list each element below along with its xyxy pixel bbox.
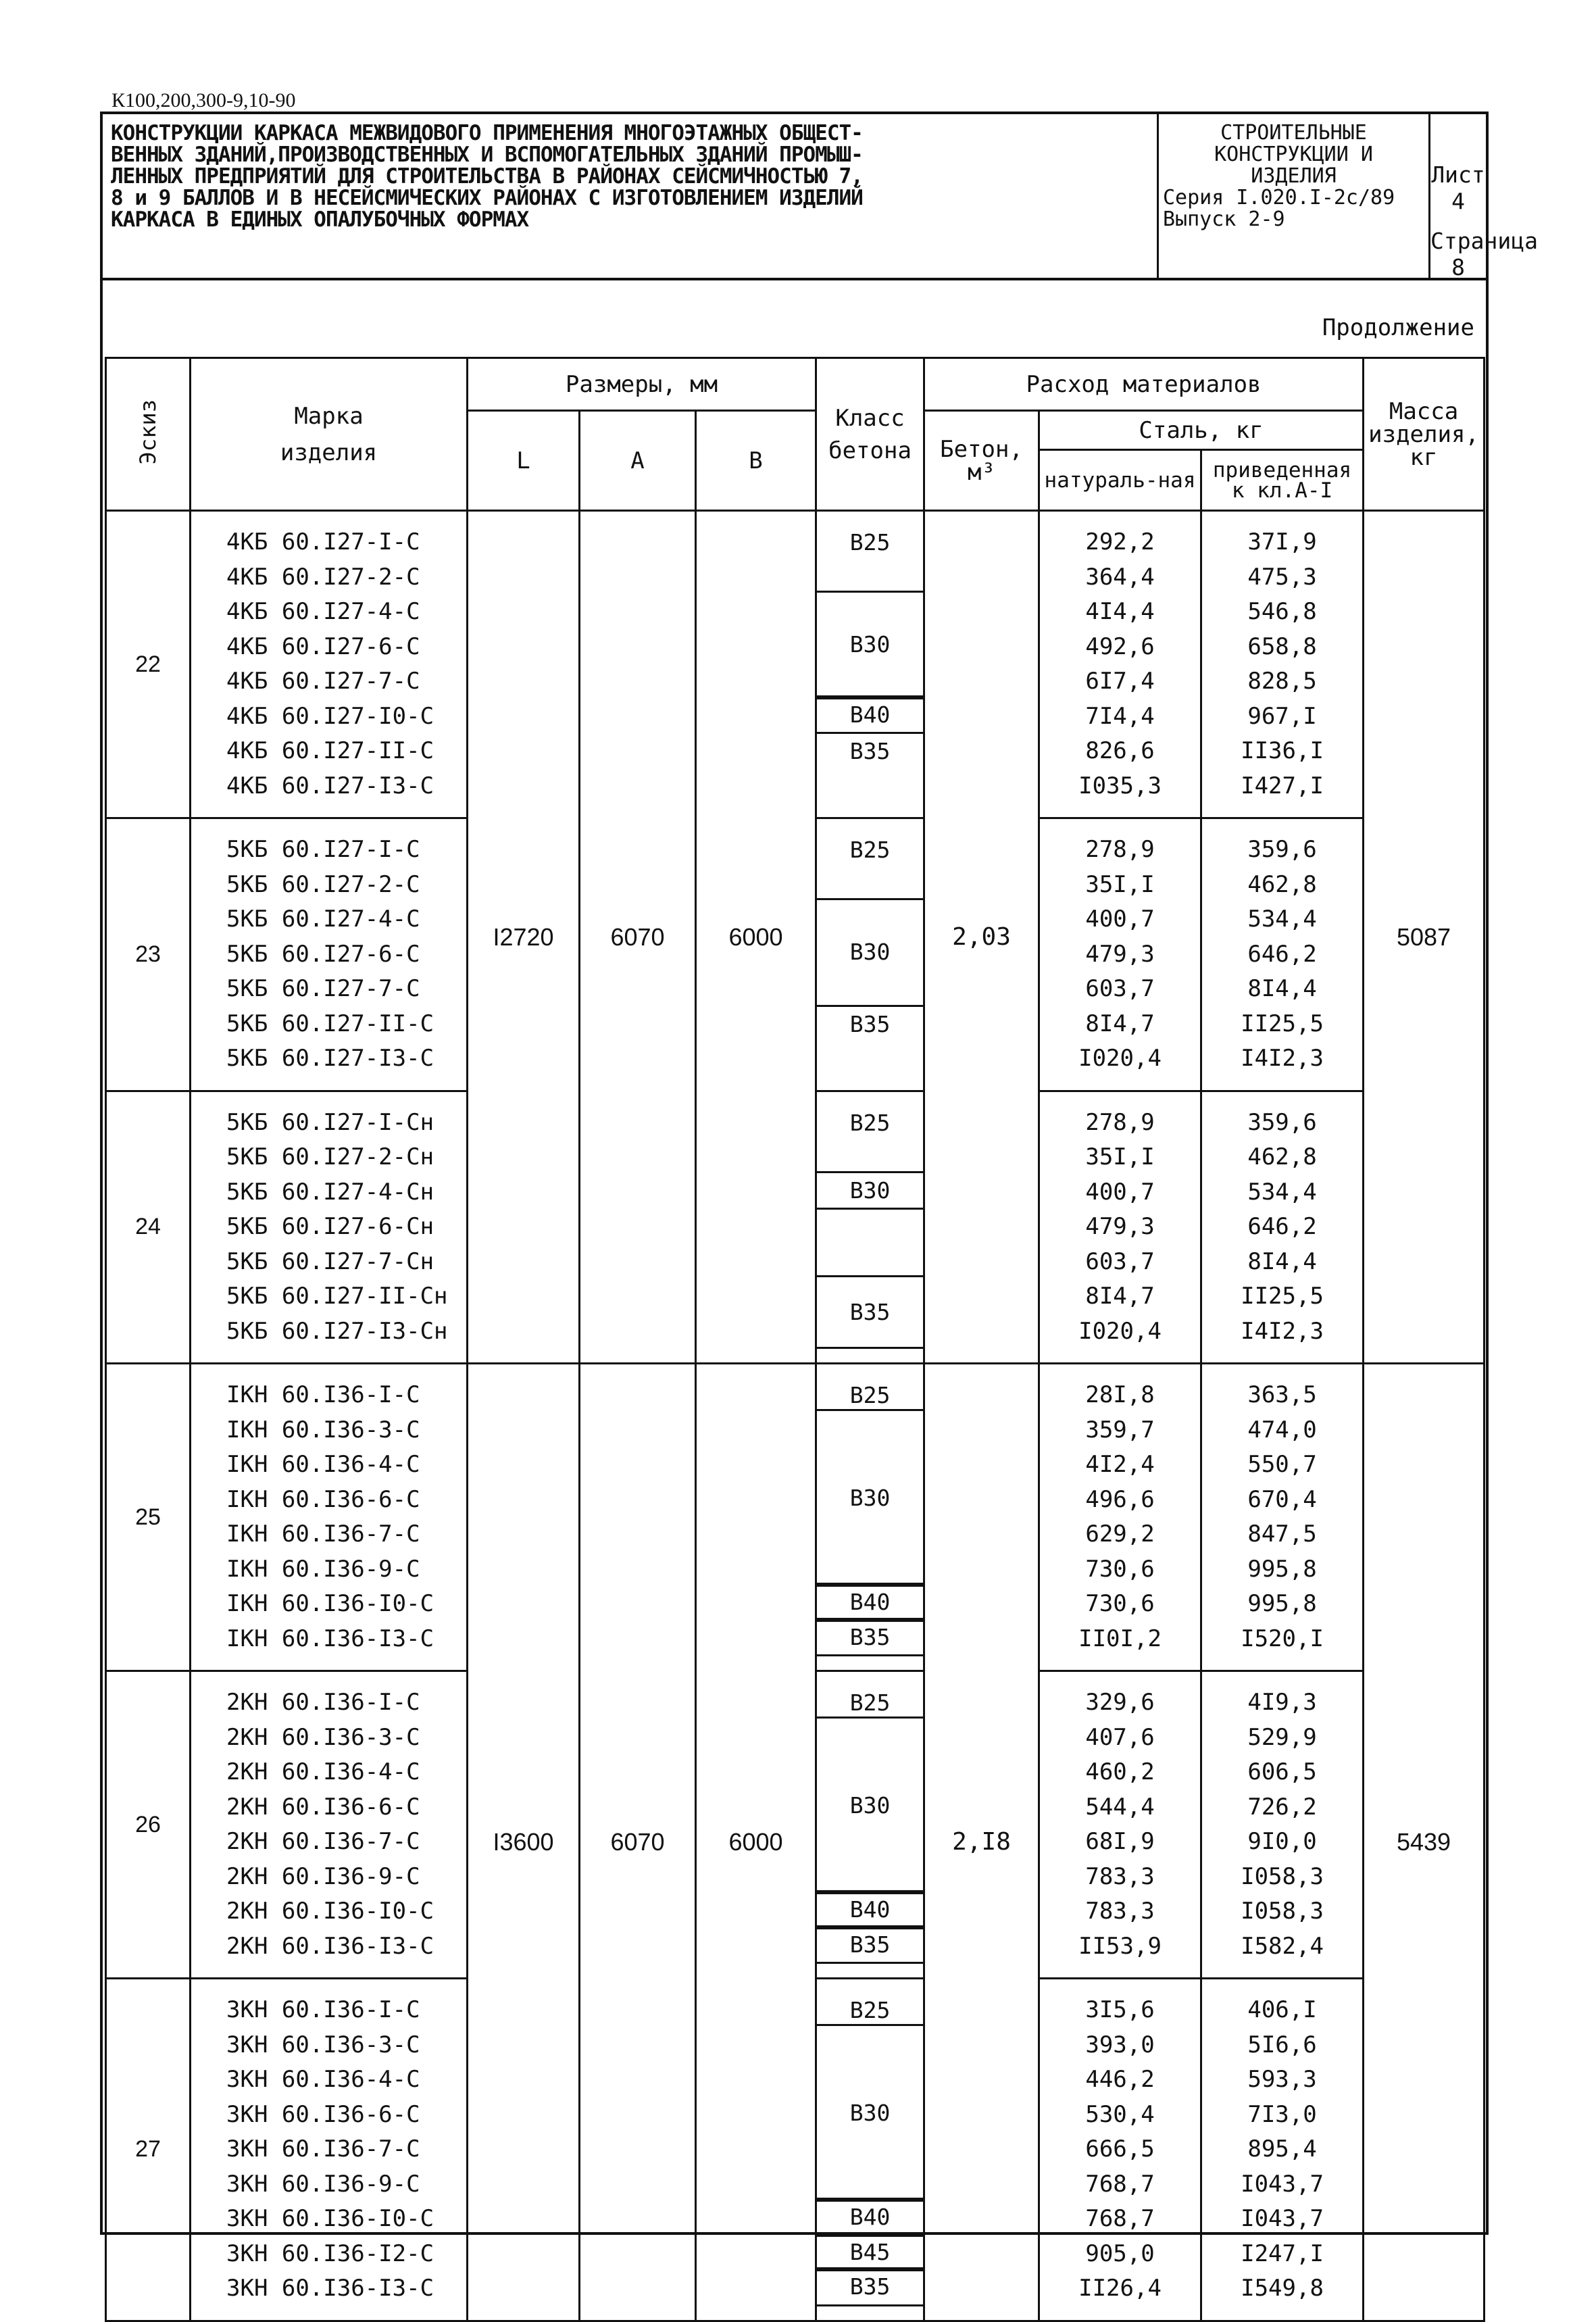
steel-reduced-value: 359,6 [1247,836,1317,863]
steel-natural-value: 364,4 [1085,563,1155,591]
concrete-class: B30 [817,591,923,699]
steel-natural-value: 4I4,4 [1085,598,1155,625]
steel-reduced-cell [1201,818,1364,1091]
class-cell [816,1364,924,1671]
steel-natural-value: 530,4 [1085,2100,1155,2128]
mark-value: 3КН 60.I36-3-С [226,2031,420,2058]
mark-value: 5КБ 60.I27-2-Сн [226,1143,434,1170]
steel-natural-value: 460,2 [1085,1758,1155,1785]
steel-natural-value: 446,2 [1085,2066,1155,2093]
steel-reduced-value: 606,5 [1247,1758,1317,1785]
steel-natural-value: 730,6 [1085,1590,1155,1617]
concrete-class: B40 [817,695,923,735]
steel-natural-value: 3I5,6 [1085,1996,1155,2023]
steel-reduced-value: 995,8 [1247,1590,1317,1617]
mark-value: 4КБ 60.I27-7-С [226,668,420,695]
steel-reduced-value: I058,3 [1241,1862,1324,1890]
concrete-volume-cell: 2,I8 [924,1364,1039,2321]
concrete-class: B35 [817,2267,923,2306]
mark-value: 3КН 60.I36-I0-С [226,2205,434,2232]
steel-reduced-value: 5I6,6 [1247,2031,1317,2058]
mark-value: 5КБ 60.I27-I3-С [226,1045,434,1072]
zone-cell: 23 [106,818,191,1091]
steel-reduced-value: 359,6 [1247,1108,1317,1136]
mark-value: 2КН 60.I36-I0-С [226,1898,434,1925]
sheet-number: Лист 4 [1431,162,1485,214]
steel-reduced-value: 593,3 [1247,2066,1317,2093]
steel-reduced-value: 534,4 [1247,1178,1317,1206]
size-L-cell: I3600 [468,1364,580,2321]
mark-value: 4КБ 60.I27-2-С [226,563,420,591]
mark-value: 5КБ 60.I27-4-С [226,906,420,933]
size-A-cell: 6070 [580,1364,696,2321]
zone-cell: 26 [106,1671,191,1979]
concrete-class: B30 [817,2024,923,2202]
steel-natural-value: 768,7 [1085,2205,1155,2232]
steel-reduced-value: 646,2 [1247,940,1317,968]
mark-value: 5КБ 60.I27-I3-Сн [226,1317,448,1345]
zone-cell: 22 [106,511,191,818]
series-number: Серия I.020.I-2с/89 [1163,186,1395,209]
document-code: К100,200,300-9,10-90 [111,89,296,112]
steel-reduced-value: 4I9,3 [1247,1689,1317,1716]
mark-cell [191,1364,468,1671]
concrete-class: B25 [849,1382,891,1408]
materials-table [105,357,1485,2322]
concrete-class: B25 [849,1689,891,1716]
steel-natural-cell [1039,1364,1201,1671]
concrete-class: B25 [849,1997,891,2023]
col-mark: Марка изделия [191,358,468,511]
steel-natural-value: 278,9 [1085,836,1155,863]
steel-natural-cell [1039,1671,1201,1979]
group-row [106,511,1485,818]
class-cell [816,818,924,1091]
col-zone: Эскиз [106,358,191,511]
mark-cell [191,511,468,818]
steel-natural-value: 496,6 [1085,1485,1155,1513]
col-class: Класс бетона [816,358,924,511]
mark-value: 4КБ 60.I27-I3-С [226,772,434,799]
mark-value: 5КБ 60.I27-4-Сн [226,1178,434,1206]
category-line: КОНСТРУКЦИИ И [1214,143,1373,166]
steel-reduced-value: I427,I [1241,772,1324,799]
mark-value: 3КН 60.I36-9-С [226,2170,420,2198]
steel-natural-value: 292,2 [1085,528,1155,555]
class-cell [816,511,924,818]
steel-natural-value: 7I4,4 [1085,702,1155,730]
mark-value: 2КН 60.I36-4-С [226,1758,420,1785]
concrete-class: B35 [817,1925,923,1965]
mark-value: 3КН 60.I36-7-С [226,2135,420,2163]
concrete-class: B30 [817,1171,923,1210]
steel-reduced-value: I043,7 [1241,2170,1324,2198]
steel-reduced-value: 847,5 [1247,1521,1317,1548]
steel-natural-value: 826,6 [1085,737,1155,764]
steel-natural-value: 278,9 [1085,1108,1155,1136]
steel-reduced-value: 967,I [1247,702,1317,730]
steel-natural-value: 407,6 [1085,1723,1155,1751]
mark-value: 5КБ 60.I27-7-Сн [226,1248,434,1275]
steel-natural-cell [1039,1091,1201,1364]
size-B-cell: 6000 [696,511,816,1364]
mark-cell [191,1671,468,1979]
steel-natural-value: 603,7 [1085,1248,1155,1275]
mass-cell: 5439 [1364,1364,1485,2321]
mark-value: 5КБ 60.I27-I-С [226,836,420,863]
steel-reduced-value: 406,I [1247,1996,1317,2023]
steel-natural-value: 783,3 [1085,1898,1155,1925]
mark-value: 2КН 60.I36-7-С [226,1828,420,1855]
steel-natural-value: I035,3 [1078,772,1162,799]
zone-cell: 25 [106,1364,191,1671]
concrete-volume-cell: 2,03 [924,511,1039,1364]
concrete-class: B35 [849,738,891,764]
steel-reduced-value: 37I,9 [1247,528,1317,555]
concrete-class: B35 [849,1010,891,1037]
steel-natural-value: 730,6 [1085,1555,1155,1583]
col-concrete: Бетон, м³ [924,411,1039,511]
steel-reduced-value: II36,I [1241,737,1324,764]
mark-value: 5КБ 60.I27-7-С [226,975,420,1002]
mark-value: 5КБ 60.I27-II-Сн [226,1283,448,1310]
steel-natural-value: 479,3 [1085,1213,1155,1240]
concrete-class: B40 [817,1583,923,1622]
steel-reduced-value: I549,8 [1241,2275,1324,2302]
steel-natural-cell [1039,1979,1201,2321]
steel-natural-value: 6I7,4 [1085,668,1155,695]
steel-natural-value: II26,4 [1078,2275,1162,2302]
mark-value: 4КБ 60.I27-6-С [226,633,420,660]
steel-natural-value: 4I2,4 [1085,1451,1155,1478]
steel-natural-value: 544,4 [1085,1793,1155,1821]
mark-value: IКН 60.I36-7-С [226,1521,420,1548]
mark-value: 2КН 60.I36-9-С [226,1862,420,1890]
steel-reduced-cell [1201,1671,1364,1979]
steel-reduced-value: 462,8 [1247,870,1317,898]
mark-cell [191,1979,468,2321]
document-title [111,122,1111,230]
steel-reduced-value: 895,4 [1247,2135,1317,2163]
mark-value: 3КН 60.I36-4-С [226,2066,420,2093]
steel-reduced-value: 8I4,4 [1247,975,1317,1002]
steel-reduced-value: 9I0,0 [1247,1828,1317,1855]
steel-natural-value: II0I,2 [1078,1625,1162,1652]
steel-reduced-value: I043,7 [1241,2205,1324,2232]
series-block [1157,114,1430,278]
steel-natural-value: 28I,8 [1085,1381,1155,1408]
steel-reduced-value: 475,3 [1247,563,1317,591]
mark-value: 2КН 60.I36-I-С [226,1689,420,1716]
mark-value: IКН 60.I36-9-С [226,1555,420,1583]
mark-value: 5КБ 60.I27-6-С [226,940,420,968]
category-line: ИЗДЕЛИЯ [1251,164,1337,188]
steel-natural-value: 35I,I [1085,870,1155,898]
steel-natural-value: 393,0 [1085,2031,1155,2058]
mark-value: 2КН 60.I36-6-С [226,1793,420,1821]
mark-value: IКН 60.I36-6-С [226,1485,420,1513]
steel-reduced-cell [1201,1979,1364,2321]
steel-reduced-value: II25,5 [1241,1283,1324,1310]
mark-value: 2КН 60.I36-3-С [226,1723,420,1751]
title-line: ЛЕННЫХ ПРЕДПРИЯТИЙ ДЛЯ СТРОИТЕЛЬСТВА В РАЙОНАХ СЕЙСМИЧНОСТЬЮ 7, [111,164,863,189]
steel-reduced-value: 646,2 [1247,1213,1317,1240]
steel-reduced-cell [1201,1091,1364,1364]
mark-value: 3КН 60.I36-I3-С [226,2275,434,2302]
concrete-class: B25 [849,837,891,863]
concrete-class: B45 [817,2233,923,2272]
mark-value: 5КБ 60.I27-I-Сн [226,1108,434,1136]
col-B: В [696,411,816,511]
concrete-class: B25 [849,1109,891,1136]
steel-reduced-value: 546,8 [1247,598,1317,625]
steel-reduced-value: 462,8 [1247,1143,1317,1170]
steel-natural-value: II53,9 [1078,1932,1162,1960]
steel-reduced-value: I520,I [1241,1625,1324,1652]
size-B-cell: 6000 [696,1364,816,2321]
steel-natural-value: 359,7 [1085,1416,1155,1443]
page-number: Страница 8 [1430,228,1538,280]
col-steel-natural: натураль-ная [1039,450,1201,511]
class-cell [816,1091,924,1364]
steel-reduced-value: I4I2,3 [1241,1317,1324,1345]
concrete-class: B40 [817,2198,923,2237]
class-cell [816,1671,924,1979]
mark-value: IКН 60.I36-I3-С [226,1625,434,1652]
steel-natural-value: 329,6 [1085,1689,1155,1716]
col-A: А [580,411,696,511]
title-line: 8 и 9 БАЛЛОВ И В НЕСЕЙСМИЧЕСКИХ РАЙОНАХ С ИЗГОТОВЛЕНИЕМ ИЗДЕЛИЙ [111,186,863,210]
steel-natural-value: 783,3 [1085,1862,1155,1890]
concrete-class: B25 [849,529,891,555]
mark-value: 3КН 60.I36-I-С [226,1996,420,2023]
col-mass: Масса изделия, кг [1364,358,1485,511]
steel-natural-cell [1039,511,1201,818]
concrete-class: B35 [817,1618,923,1657]
col-materials: Расход материалов [924,358,1364,411]
steel-natural-value: 905,0 [1085,2240,1155,2267]
mark-cell [191,1091,468,1364]
col-sizes: Размеры, мм [468,358,816,411]
steel-natural-value: I020,4 [1078,1045,1162,1072]
mark-cell [191,818,468,1091]
mark-value: 4КБ 60.I27-4-С [226,598,420,625]
mark-value: 3КН 60.I36-6-С [226,2100,420,2128]
mark-value: IКН 60.I36-4-С [226,1451,420,1478]
title-line: ВЕННЫХ ЗДАНИЙ,ПРОИЗВОДСТВЕННЫХ И ВСПОМОГАТЕЛЬНЫХ ЗДАНИЙ ПРОМЫШ- [111,143,863,167]
steel-reduced-value: II25,5 [1241,1010,1324,1037]
mark-value: 2КН 60.I36-I3-С [226,1932,434,1960]
steel-reduced-value: I058,3 [1241,1898,1324,1925]
steel-reduced-value: 8I4,4 [1247,1248,1317,1275]
steel-natural-value: 492,6 [1085,633,1155,660]
zone-cell: 24 [106,1091,191,1364]
mark-value: IКН 60.I36-I-С [226,1381,420,1408]
concrete-class: B35 [817,1275,923,1349]
steel-reduced-value: 670,4 [1247,1485,1317,1513]
category-line: СТРОИТЕЛЬНЫЕ [1220,121,1367,145]
group-row [106,1364,1485,1671]
steel-reduced-value: 7I3,0 [1247,2100,1317,2128]
steel-reduced-cell [1201,1364,1364,1671]
steel-reduced-value: I582,4 [1241,1932,1324,1960]
steel-reduced-value: 550,7 [1247,1451,1317,1478]
steel-natural-value: 400,7 [1085,1178,1155,1206]
mark-value: 3КН 60.I36-I2-С [226,2240,434,2267]
class-cell [816,1979,924,2321]
col-steel-reduced: приведенная к кл.А-I [1201,450,1364,511]
concrete-class: B30 [817,898,923,1007]
steel-reduced-value: 726,2 [1247,1793,1317,1821]
steel-natural-value: I020,4 [1078,1317,1162,1345]
col-steel: Сталь, кг [1039,411,1364,450]
mark-value: 4КБ 60.I27-I-С [226,528,420,555]
steel-reduced-value: 658,8 [1247,633,1317,660]
steel-reduced-value: 474,0 [1247,1416,1317,1443]
issue-number: Выпуск 2-9 [1163,207,1285,231]
concrete-class: B40 [817,1890,923,1929]
steel-natural-value: 8I4,7 [1085,1283,1155,1310]
steel-natural-value: 68I,9 [1085,1828,1155,1855]
steel-natural-value: 666,5 [1085,2135,1155,2163]
mark-value: IКН 60.I36-3-С [226,1416,420,1443]
concrete-class: B30 [817,1409,923,1587]
steel-reduced-value: 529,9 [1247,1723,1317,1751]
mark-value: 5КБ 60.I27-2-С [226,870,420,898]
mark-value: IКН 60.I36-I0-С [226,1590,434,1617]
size-L-cell: I2720 [468,511,580,1364]
steel-natural-value: 479,3 [1085,940,1155,968]
steel-reduced-value: I247,I [1241,2240,1324,2267]
title-line: КОНСТРУКЦИИ КАРКАСА МЕЖВИДОВОГО ПРИМЕНЕНИЯ МНОГОЭТАЖНЫХ ОБЩЕСТ- [111,121,863,145]
continuation-label: Продолжение [1322,314,1474,341]
steel-natural-value: 629,2 [1085,1521,1155,1548]
steel-reduced-value: 828,5 [1247,668,1317,695]
mass-cell: 5087 [1364,511,1485,1364]
steel-reduced-value: 995,8 [1247,1555,1317,1583]
mark-value: 4КБ 60.I27-II-С [226,737,434,764]
steel-natural-value: 603,7 [1085,975,1155,1002]
steel-reduced-cell [1201,511,1364,818]
steel-reduced-value: 534,4 [1247,906,1317,933]
title-line: КАРКАСА В ЕДИНЫХ ОПАЛУБОЧНЫХ ФОРМАХ [111,207,529,232]
steel-natural-value: 768,7 [1085,2170,1155,2198]
steel-natural-value: 8I4,7 [1085,1010,1155,1037]
mark-value: 5КБ 60.I27-6-Сн [226,1213,434,1240]
concrete-class: B30 [817,1716,923,1895]
zone-cell: 27 [106,1979,191,2321]
title-block [100,112,1538,280]
size-A-cell: 6070 [580,511,696,1364]
sheet-block [1430,114,1538,280]
steel-reduced-value: I4I2,3 [1241,1045,1324,1072]
mark-value: 4КБ 60.I27-I0-С [226,702,434,730]
steel-natural-value: 35I,I [1085,1143,1155,1170]
steel-natural-value: 400,7 [1085,906,1155,933]
steel-reduced-value: 363,5 [1247,1381,1317,1408]
mark-value: 5КБ 60.I27-II-С [226,1010,434,1037]
steel-natural-cell [1039,818,1201,1091]
col-L: L [468,411,580,511]
